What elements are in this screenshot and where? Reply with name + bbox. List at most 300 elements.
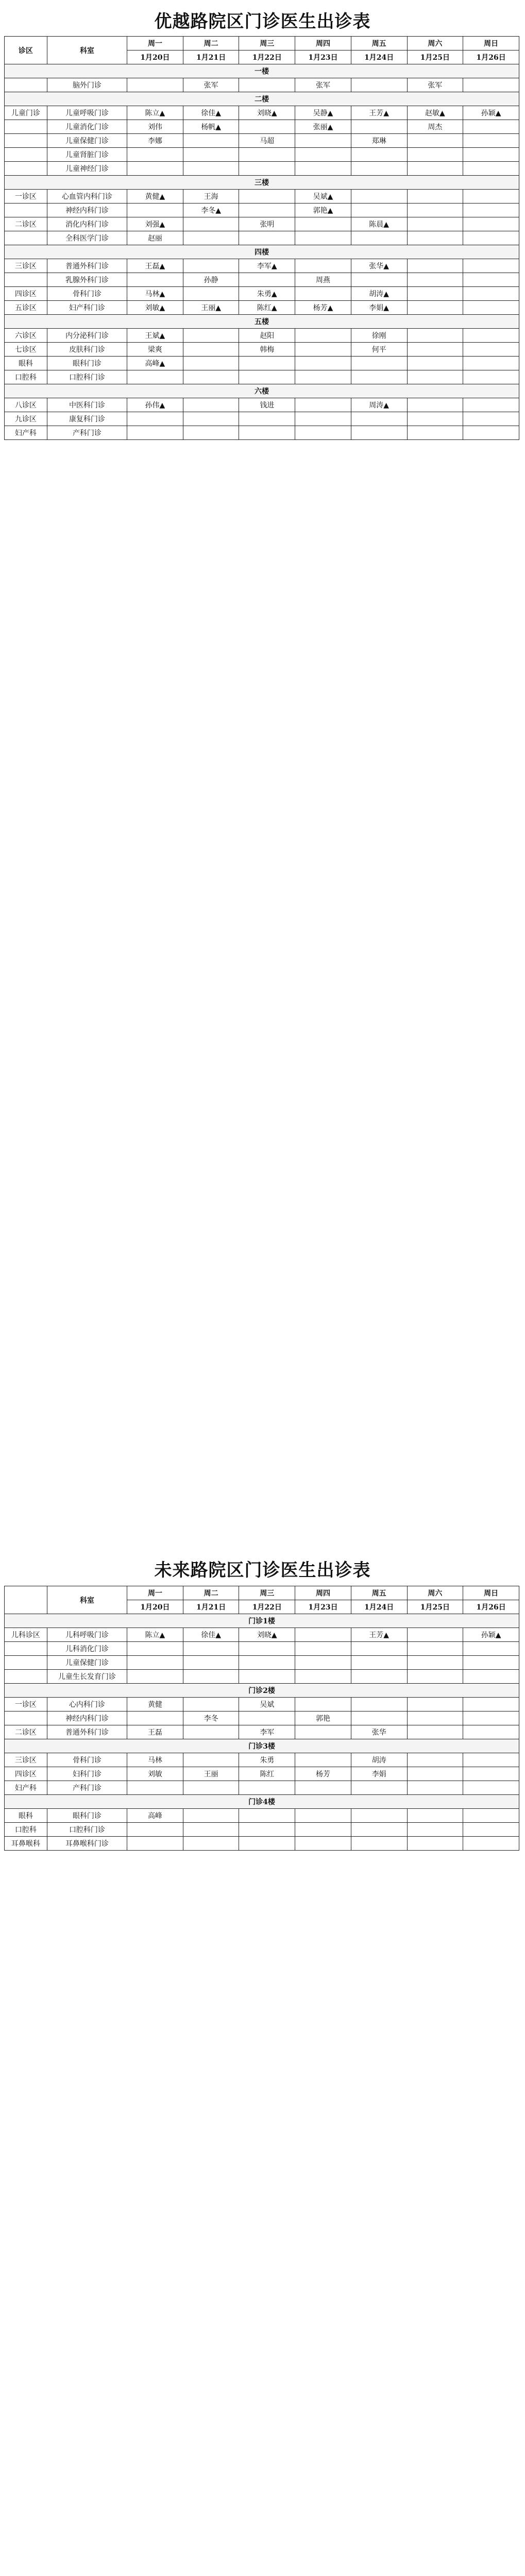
dept-cell: 儿童呼吸门诊 bbox=[47, 106, 127, 120]
doctor-cell: 王丽 bbox=[183, 1767, 239, 1781]
doctor-cell bbox=[183, 259, 239, 273]
doctor-cell bbox=[295, 357, 351, 370]
schedule-table-2 bbox=[4, 1586, 519, 1851]
day-name: 周四 bbox=[295, 1586, 351, 1600]
area-cell: 口腔科 bbox=[5, 1823, 47, 1837]
doctor-cell bbox=[239, 370, 295, 384]
area-cell bbox=[5, 231, 47, 245]
table-row bbox=[5, 398, 519, 412]
dept-cell: 神经内科门诊 bbox=[47, 1711, 127, 1725]
doctor-cell: 李军 bbox=[239, 1725, 295, 1739]
doctor-cell bbox=[127, 1837, 183, 1851]
doctor-cell bbox=[183, 426, 239, 440]
dept-cell: 儿童神经门诊 bbox=[47, 162, 127, 176]
doctor-cell bbox=[295, 162, 351, 176]
doctor-cell bbox=[407, 398, 463, 412]
doctor-cell bbox=[407, 1809, 463, 1823]
area-cell: 六诊区 bbox=[5, 329, 47, 343]
doctor-cell bbox=[407, 217, 463, 231]
day-name: 周五 bbox=[351, 1586, 407, 1600]
area-cell bbox=[5, 1670, 47, 1684]
day-date: 1月23日 bbox=[295, 50, 351, 64]
section-row bbox=[5, 64, 519, 78]
doctor-cell: 吴斌 bbox=[239, 1698, 295, 1711]
doctor-cell: 刘敏 bbox=[127, 1767, 183, 1781]
table-row bbox=[5, 370, 519, 384]
doctor-cell: 刘敏▲ bbox=[127, 301, 183, 315]
dept-cell: 儿科呼吸门诊 bbox=[47, 1628, 127, 1642]
doctor-cell bbox=[463, 1642, 519, 1656]
doctor-cell: 王磊 bbox=[127, 1725, 183, 1739]
dept-cell: 康复科门诊 bbox=[47, 412, 127, 426]
doctor-cell bbox=[239, 1670, 295, 1684]
dept-cell: 脑外门诊 bbox=[47, 78, 127, 92]
dept-cell: 产科门诊 bbox=[47, 1781, 127, 1795]
schedule-title-2: 未来路院区门诊医生出诊表 bbox=[154, 1560, 371, 1581]
doctor-cell: 张军 bbox=[183, 78, 239, 92]
doctor-cell bbox=[183, 343, 239, 357]
dept-cell: 心内科门诊 bbox=[47, 1698, 127, 1711]
area-cell: 五诊区 bbox=[5, 301, 47, 315]
doctor-cell bbox=[351, 162, 407, 176]
doctor-cell bbox=[127, 412, 183, 426]
doctor-cell: 周燕 bbox=[295, 273, 351, 287]
doctor-cell bbox=[407, 1628, 463, 1642]
doctor-cell bbox=[407, 1837, 463, 1851]
doctor-cell bbox=[407, 148, 463, 162]
section-row bbox=[5, 176, 519, 190]
doctor-cell: 李军▲ bbox=[239, 259, 295, 273]
doctor-cell bbox=[351, 1698, 407, 1711]
dept-cell: 中医科门诊 bbox=[47, 398, 127, 412]
doctor-cell bbox=[407, 162, 463, 176]
doctor-cell bbox=[351, 204, 407, 217]
doctor-cell: 徐佳▲ bbox=[183, 1628, 239, 1642]
area-cell: 九诊区 bbox=[5, 412, 47, 426]
doctor-cell bbox=[463, 190, 519, 204]
doctor-cell bbox=[183, 329, 239, 343]
day-date: 1月24日 bbox=[351, 50, 407, 64]
doctor-cell bbox=[295, 1809, 351, 1823]
area-cell: 七诊区 bbox=[5, 343, 47, 357]
doctor-cell bbox=[295, 217, 351, 231]
section-row bbox=[5, 1795, 519, 1809]
doctor-cell bbox=[239, 1656, 295, 1670]
section-row bbox=[5, 92, 519, 106]
doctor-cell bbox=[463, 231, 519, 245]
doctor-cell bbox=[407, 370, 463, 384]
dept-cell: 骨科门诊 bbox=[47, 287, 127, 301]
doctor-cell bbox=[295, 1642, 351, 1656]
area-cell: 四诊区 bbox=[5, 1767, 47, 1781]
doctor-cell: 赵丽 bbox=[127, 231, 183, 245]
doctor-cell bbox=[351, 1823, 407, 1837]
doctor-cell bbox=[407, 287, 463, 301]
doctor-cell bbox=[463, 148, 519, 162]
doctor-cell bbox=[351, 231, 407, 245]
doctor-cell bbox=[463, 162, 519, 176]
doctor-cell: 孙颖▲ bbox=[463, 1628, 519, 1642]
dept-cell: 普通外科门诊 bbox=[47, 259, 127, 273]
dept-cell: 心血管内科门诊 bbox=[47, 190, 127, 204]
doctor-cell: 刘强▲ bbox=[127, 217, 183, 231]
doctor-cell bbox=[407, 1698, 463, 1711]
day-name: 周六 bbox=[407, 1586, 463, 1600]
doctor-cell bbox=[239, 148, 295, 162]
doctor-cell bbox=[295, 1823, 351, 1837]
doctor-cell bbox=[295, 1725, 351, 1739]
doctor-cell: 陈晨▲ bbox=[351, 217, 407, 231]
table-row bbox=[5, 412, 519, 426]
table-row bbox=[5, 1711, 519, 1725]
table-row bbox=[5, 343, 519, 357]
doctor-cell bbox=[351, 357, 407, 370]
doctor-cell bbox=[295, 1656, 351, 1670]
doctor-cell bbox=[295, 287, 351, 301]
doctor-cell bbox=[407, 231, 463, 245]
table-row bbox=[5, 1753, 519, 1767]
doctor-cell bbox=[127, 204, 183, 217]
section-title: 门诊3楼 bbox=[5, 1739, 519, 1753]
doctor-cell bbox=[127, 1711, 183, 1725]
dept-cell: 口腔科门诊 bbox=[47, 370, 127, 384]
doctor-cell: 张华▲ bbox=[351, 259, 407, 273]
area-cell bbox=[5, 1656, 47, 1670]
area-cell bbox=[5, 134, 47, 148]
doctor-cell: 周涛▲ bbox=[351, 398, 407, 412]
doctor-cell: 孙静 bbox=[183, 273, 239, 287]
doctor-cell: 李娟 bbox=[351, 1767, 407, 1781]
doctor-cell bbox=[351, 273, 407, 287]
doctor-cell bbox=[239, 426, 295, 440]
day-date: 1月25日 bbox=[407, 1600, 463, 1614]
doctor-cell: 张丽▲ bbox=[295, 120, 351, 134]
doctor-cell: 马林▲ bbox=[127, 287, 183, 301]
dept-cell: 妇科门诊 bbox=[47, 1767, 127, 1781]
day-name: 周一 bbox=[127, 1586, 183, 1600]
doctor-cell bbox=[463, 426, 519, 440]
day-date: 1月21日 bbox=[183, 50, 239, 64]
area-cell: 口腔科 bbox=[5, 370, 47, 384]
area-cell: 眼科 bbox=[5, 1809, 47, 1823]
doctor-cell bbox=[463, 398, 519, 412]
doctor-cell bbox=[463, 259, 519, 273]
table-row bbox=[5, 426, 519, 440]
doctor-cell: 刘晓▲ bbox=[239, 106, 295, 120]
doctor-cell: 张军 bbox=[407, 78, 463, 92]
doctor-cell bbox=[463, 1656, 519, 1670]
doctor-cell bbox=[351, 1711, 407, 1725]
doctor-cell: 王磊▲ bbox=[127, 259, 183, 273]
col-dept-header: 科室 bbox=[47, 1586, 127, 1614]
dept-cell: 儿科消化门诊 bbox=[47, 1642, 127, 1656]
area-cell: 四诊区 bbox=[5, 287, 47, 301]
section-title: 门诊4楼 bbox=[5, 1795, 519, 1809]
doctor-cell bbox=[183, 1642, 239, 1656]
doctor-cell bbox=[239, 1823, 295, 1837]
doctor-cell bbox=[351, 148, 407, 162]
area-cell bbox=[5, 1642, 47, 1656]
doctor-cell bbox=[183, 357, 239, 370]
doctor-cell: 王丽▲ bbox=[183, 301, 239, 315]
dept-cell: 消化内科门诊 bbox=[47, 217, 127, 231]
dept-cell: 儿童消化门诊 bbox=[47, 120, 127, 134]
table-row bbox=[5, 301, 519, 315]
day-name: 周四 bbox=[295, 37, 351, 50]
doctor-cell: 郭艳▲ bbox=[295, 204, 351, 217]
section-row bbox=[5, 1614, 519, 1628]
dept-cell: 乳腺外科门诊 bbox=[47, 273, 127, 287]
table-row bbox=[5, 231, 519, 245]
doctor-cell bbox=[407, 1642, 463, 1656]
table-row bbox=[5, 1725, 519, 1739]
doctor-cell: 李娜 bbox=[127, 134, 183, 148]
section-title: 四楼 bbox=[5, 245, 519, 259]
doctor-cell: 王海 bbox=[183, 190, 239, 204]
doctor-cell bbox=[127, 162, 183, 176]
doctor-cell bbox=[351, 1781, 407, 1795]
doctor-cell bbox=[463, 1809, 519, 1823]
section-title: 五楼 bbox=[5, 315, 519, 329]
doctor-cell: 周杰 bbox=[407, 120, 463, 134]
doctor-cell bbox=[239, 412, 295, 426]
doctor-cell bbox=[183, 1781, 239, 1795]
doctor-cell bbox=[239, 1642, 295, 1656]
schedule-table-1 bbox=[4, 36, 519, 440]
table-row bbox=[5, 148, 519, 162]
dept-cell: 儿童生长发育门诊 bbox=[47, 1670, 127, 1684]
doctor-cell bbox=[407, 329, 463, 343]
doctor-cell bbox=[239, 1781, 295, 1795]
section-title: 门诊2楼 bbox=[5, 1684, 519, 1698]
doctor-cell: 王芳▲ bbox=[351, 106, 407, 120]
table-row bbox=[5, 1823, 519, 1837]
table-row bbox=[5, 1670, 519, 1684]
doctor-cell bbox=[183, 1753, 239, 1767]
area-cell bbox=[5, 78, 47, 92]
doctor-cell: 张华 bbox=[351, 1725, 407, 1739]
doctor-cell: 朱勇 bbox=[239, 1753, 295, 1767]
doctor-cell bbox=[351, 120, 407, 134]
dept-cell: 骨科门诊 bbox=[47, 1753, 127, 1767]
day-name: 周一 bbox=[127, 37, 183, 50]
day-name: 周三 bbox=[239, 1586, 295, 1600]
doctor-cell: 陈立▲ bbox=[127, 106, 183, 120]
schedule-title-1: 优越路院区门诊医生出诊表 bbox=[154, 11, 371, 32]
doctor-cell: 王芳▲ bbox=[351, 1628, 407, 1642]
doctor-cell bbox=[183, 148, 239, 162]
table-row bbox=[5, 1642, 519, 1656]
dept-cell: 儿童肾脏门诊 bbox=[47, 148, 127, 162]
dept-cell: 普通外科门诊 bbox=[47, 1725, 127, 1739]
table-row bbox=[5, 1781, 519, 1795]
doctor-cell: 赵敏▲ bbox=[407, 106, 463, 120]
doctor-cell bbox=[407, 1753, 463, 1767]
area-cell: 二诊区 bbox=[5, 1725, 47, 1739]
doctor-cell bbox=[183, 287, 239, 301]
doctor-cell: 陈立▲ bbox=[127, 1628, 183, 1642]
area-cell: 三诊区 bbox=[5, 259, 47, 273]
doctor-cell: 刘伟 bbox=[127, 120, 183, 134]
table-row bbox=[5, 106, 519, 120]
dept-cell: 内分泌科门诊 bbox=[47, 329, 127, 343]
doctor-cell bbox=[239, 231, 295, 245]
doctor-cell bbox=[407, 426, 463, 440]
doctor-cell: 朱勇▲ bbox=[239, 287, 295, 301]
doctor-cell bbox=[407, 1767, 463, 1781]
doctor-cell: 陈红▲ bbox=[239, 301, 295, 315]
day-name: 周三 bbox=[239, 37, 295, 50]
doctor-cell bbox=[407, 1725, 463, 1739]
doctor-cell bbox=[183, 1698, 239, 1711]
doctor-cell: 郭艳 bbox=[295, 1711, 351, 1725]
doctor-cell: 吴斌▲ bbox=[295, 190, 351, 204]
doctor-cell bbox=[295, 1670, 351, 1684]
table-row bbox=[5, 273, 519, 287]
doctor-cell bbox=[351, 412, 407, 426]
doctor-cell bbox=[463, 287, 519, 301]
dept-cell: 神经内科门诊 bbox=[47, 204, 127, 217]
doctor-cell bbox=[295, 370, 351, 384]
day-date: 1月24日 bbox=[351, 1600, 407, 1614]
doctor-cell bbox=[239, 204, 295, 217]
table-row bbox=[5, 134, 519, 148]
doctor-cell: 陈红 bbox=[239, 1767, 295, 1781]
doctor-cell bbox=[463, 370, 519, 384]
doctor-cell bbox=[295, 134, 351, 148]
doctor-cell: 黄健▲ bbox=[127, 190, 183, 204]
dept-cell: 皮肤科门诊 bbox=[47, 343, 127, 357]
doctor-cell bbox=[407, 1711, 463, 1725]
doctor-cell bbox=[127, 78, 183, 92]
day-name: 周二 bbox=[183, 37, 239, 50]
doctor-cell bbox=[239, 1809, 295, 1823]
doctor-cell: 胡涛▲ bbox=[351, 287, 407, 301]
doctor-cell bbox=[463, 204, 519, 217]
section-row bbox=[5, 245, 519, 259]
doctor-cell bbox=[351, 1670, 407, 1684]
doctor-cell bbox=[183, 1670, 239, 1684]
doctor-cell: 黄健 bbox=[127, 1698, 183, 1711]
doctor-cell bbox=[407, 1656, 463, 1670]
doctor-cell bbox=[295, 398, 351, 412]
doctor-cell: 李娟▲ bbox=[351, 301, 407, 315]
day-name: 周二 bbox=[183, 1586, 239, 1600]
doctor-cell: 胡涛 bbox=[351, 1753, 407, 1767]
doctor-cell bbox=[239, 1837, 295, 1851]
dept-cell: 耳鼻喉科门诊 bbox=[47, 1837, 127, 1851]
doctor-cell bbox=[407, 134, 463, 148]
dept-cell: 眼科门诊 bbox=[47, 1809, 127, 1823]
doctor-cell bbox=[239, 190, 295, 204]
area-cell: 三诊区 bbox=[5, 1753, 47, 1767]
table-row bbox=[5, 190, 519, 204]
doctor-cell bbox=[295, 1628, 351, 1642]
doctor-cell: 郑琳 bbox=[351, 134, 407, 148]
section-row bbox=[5, 1684, 519, 1698]
doctor-cell bbox=[407, 343, 463, 357]
doctor-cell bbox=[183, 1809, 239, 1823]
doctor-cell bbox=[463, 1823, 519, 1837]
area-cell bbox=[5, 162, 47, 176]
day-date: 1月25日 bbox=[407, 50, 463, 64]
dept-cell: 眼科门诊 bbox=[47, 357, 127, 370]
doctor-cell bbox=[407, 301, 463, 315]
area-cell: 一诊区 bbox=[5, 190, 47, 204]
doctor-cell: 孙伟▲ bbox=[127, 398, 183, 412]
day-name: 周五 bbox=[351, 37, 407, 50]
doctor-cell bbox=[351, 1837, 407, 1851]
doctor-cell bbox=[463, 78, 519, 92]
day-date: 1月22日 bbox=[239, 1600, 295, 1614]
doctor-cell: 何平 bbox=[351, 343, 407, 357]
doctor-cell bbox=[239, 273, 295, 287]
doctor-cell bbox=[407, 1781, 463, 1795]
day-date: 1月22日 bbox=[239, 50, 295, 64]
doctor-cell: 李冬 bbox=[183, 1711, 239, 1725]
doctor-cell: 杨芳▲ bbox=[295, 301, 351, 315]
doctor-cell bbox=[463, 1753, 519, 1767]
section-title: 三楼 bbox=[5, 176, 519, 190]
doctor-cell bbox=[183, 1823, 239, 1837]
doctor-cell bbox=[463, 357, 519, 370]
doctor-cell bbox=[463, 1670, 519, 1684]
day-date: 1月26日 bbox=[463, 1600, 519, 1614]
doctor-cell bbox=[463, 1711, 519, 1725]
doctor-cell bbox=[127, 1823, 183, 1837]
doctor-cell: 韩梅 bbox=[239, 343, 295, 357]
doctor-cell bbox=[183, 1725, 239, 1739]
doctor-cell bbox=[407, 259, 463, 273]
doctor-cell bbox=[351, 1656, 407, 1670]
doctor-cell: 吴静▲ bbox=[295, 106, 351, 120]
doctor-cell bbox=[183, 231, 239, 245]
area-cell: 眼科 bbox=[5, 357, 47, 370]
doctor-cell bbox=[463, 301, 519, 315]
doctor-cell bbox=[407, 412, 463, 426]
area-cell: 儿科诊区 bbox=[5, 1628, 47, 1642]
doctor-cell bbox=[407, 204, 463, 217]
doctor-cell bbox=[127, 148, 183, 162]
doctor-cell bbox=[463, 1767, 519, 1781]
doctor-cell bbox=[295, 1837, 351, 1851]
table-row bbox=[5, 1628, 519, 1642]
day-name: 周日 bbox=[463, 1586, 519, 1600]
doctor-cell bbox=[127, 273, 183, 287]
area-cell: 八诊区 bbox=[5, 398, 47, 412]
dept-cell: 儿童保健门诊 bbox=[47, 1656, 127, 1670]
area-cell: 一诊区 bbox=[5, 1698, 47, 1711]
section-row bbox=[5, 1739, 519, 1753]
table-row bbox=[5, 1656, 519, 1670]
header-row bbox=[5, 37, 519, 50]
table-row bbox=[5, 1767, 519, 1781]
table-row bbox=[5, 357, 519, 370]
doctor-cell bbox=[463, 120, 519, 134]
doctor-cell bbox=[463, 412, 519, 426]
doctor-cell bbox=[183, 162, 239, 176]
doctor-cell bbox=[127, 1670, 183, 1684]
doctor-cell: 杨芳 bbox=[295, 1767, 351, 1781]
doctor-cell bbox=[463, 273, 519, 287]
doctor-cell bbox=[239, 162, 295, 176]
doctor-cell bbox=[183, 412, 239, 426]
header-row bbox=[5, 1586, 519, 1600]
doctor-cell: 梁爽 bbox=[127, 343, 183, 357]
day-date: 1月23日 bbox=[295, 1600, 351, 1614]
doctor-cell bbox=[463, 1698, 519, 1711]
section-row bbox=[5, 315, 519, 329]
